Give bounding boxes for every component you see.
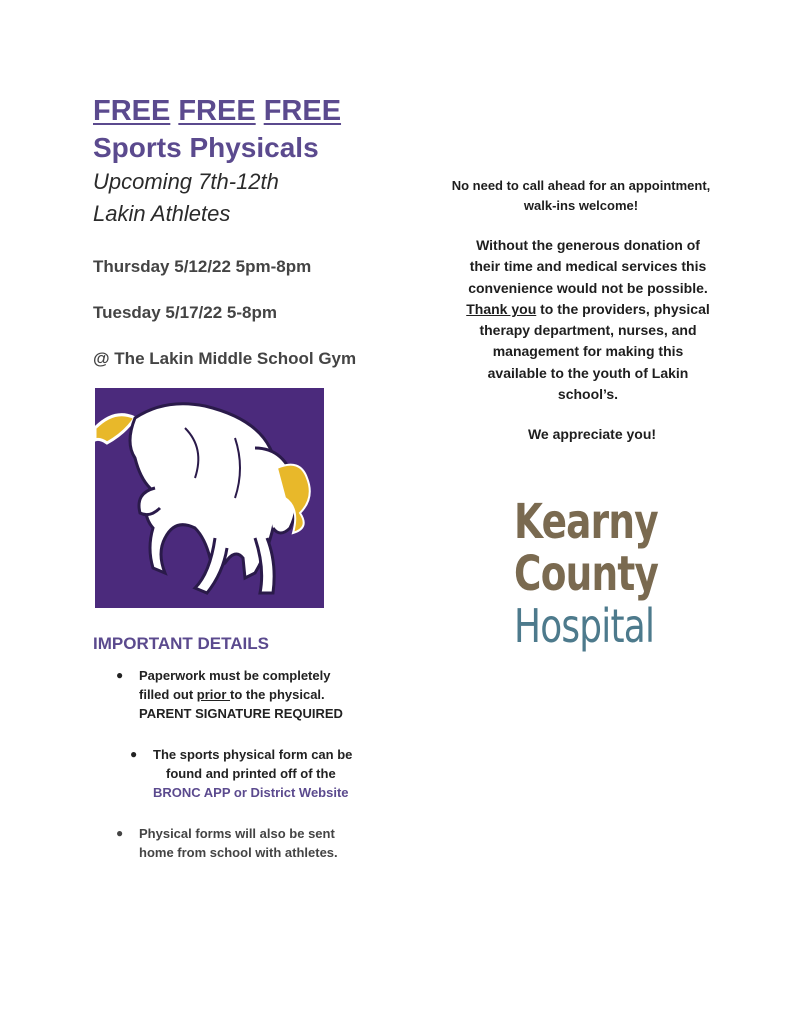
bullet-icon: ●	[116, 826, 124, 840]
walk-in-note	[414, 176, 748, 216]
free-word: FREE	[263, 95, 342, 127]
subtitle-line-2: Lakin Athletes	[93, 201, 231, 226]
appreciation-text: We appreciate you!	[527, 426, 657, 443]
left-column	[93, 94, 393, 372]
date-tuesday: Tuesday 5/17/22 5-8pm	[93, 303, 277, 322]
thank-you-underlined: Thank you	[466, 300, 537, 317]
bullet-icon: ●	[130, 747, 138, 761]
bullet-text: home from school with athletes.	[139, 845, 338, 860]
subtitle-line-1: Upcoming 7th-12th	[93, 169, 279, 194]
text-part: Without the generous donation of their time and medical services this convenience would not be possible.	[468, 237, 708, 296]
right-column	[414, 176, 748, 442]
bronco-logo	[95, 388, 324, 608]
bronc-app-link: BRONC APP or District Website	[153, 785, 349, 800]
underlined-word: prior	[196, 687, 231, 702]
note-line: walk-ins welcome!	[523, 198, 639, 213]
bullet-text	[139, 685, 393, 704]
hospital-logo-line-2: County	[514, 546, 659, 602]
bullet-text: found and printed off of the	[166, 766, 336, 781]
details-list	[93, 666, 393, 862]
bullet-text: Paperwork must be completely	[139, 668, 331, 683]
text-part: filled out	[139, 687, 197, 702]
bullet-text: The sports physical form can be	[153, 747, 353, 762]
list-item	[116, 824, 393, 862]
thanks-paragraph	[414, 235, 748, 405]
bullet-icon: ●	[116, 668, 124, 682]
note-line: No need to call ahead for an appointment,	[451, 178, 711, 193]
free-word: FREE	[178, 95, 256, 127]
page-title: Sports Physicals	[93, 132, 319, 163]
hospital-logo-line-3: Hospital	[514, 599, 655, 653]
date-thursday: Thursday 5/12/22 5pm-8pm	[93, 257, 312, 276]
list-item	[130, 745, 393, 802]
details-heading: IMPORTANT DETAILS	[93, 634, 269, 653]
bullet-text: PARENT SIGNATURE REQUIRED	[139, 706, 343, 721]
hospital-logo-line-1: Kearny	[514, 494, 658, 550]
free-banner	[93, 94, 393, 128]
text-part: to the physical.	[230, 687, 325, 702]
free-word: FREE	[93, 95, 171, 127]
text-part: to the providers, physical therapy department, nurses, and management for making this available to the youth of Lakin school’s.	[479, 300, 710, 403]
bullet-text: Physical forms will also be sent	[139, 826, 335, 841]
location: @ The Lakin Middle School Gym	[93, 349, 357, 368]
list-item	[116, 666, 393, 723]
hospital-logo	[514, 496, 699, 652]
bronco-horse-icon	[95, 388, 324, 608]
